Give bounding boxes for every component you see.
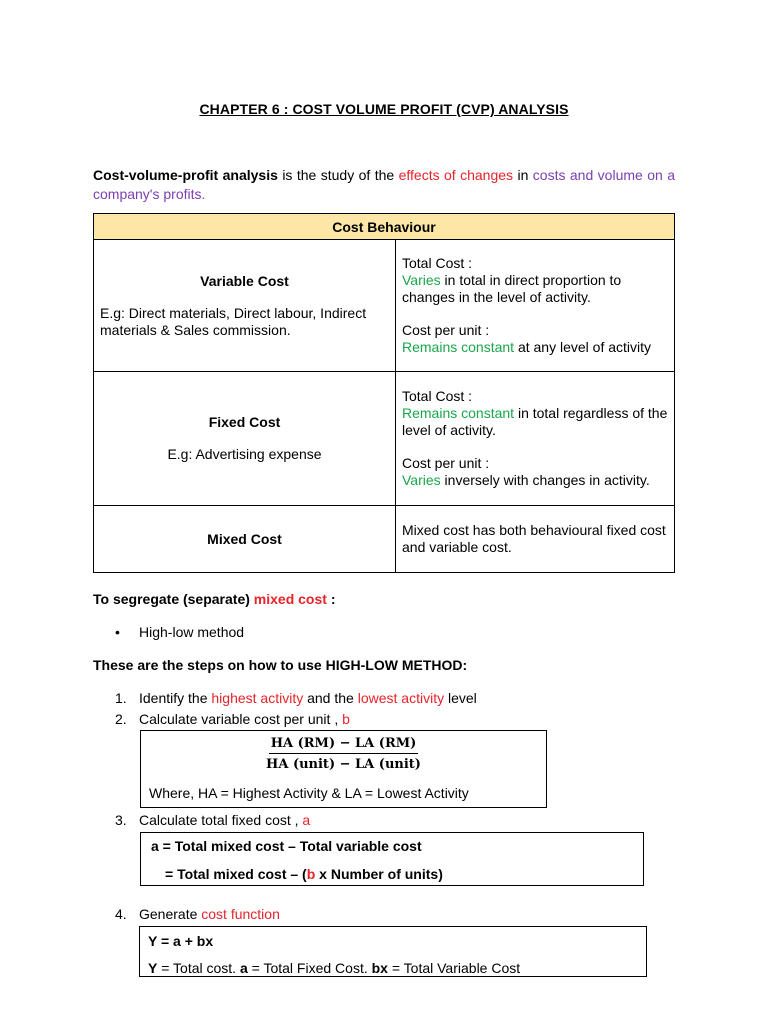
step-text: Calculate total fixed cost , [139,812,303,828]
segregate-highlight: mixed cost [253,591,327,607]
intro-highlight-effects: effects of changes [398,167,514,183]
variable-cost-cell [94,240,396,372]
bullet-text: High-low method [139,624,245,640]
intro-paragraph [93,166,675,204]
fixed-cost-example: E.g: Advertising expense [167,446,322,462]
step-4 [115,906,280,922]
fixed-unit-text: inversely with changes in activity. [440,472,650,488]
step-highlight: lowest activity [357,690,445,706]
fixed-unit-label: Cost per unit : [402,455,490,471]
variable-total-highlight: Varies [402,272,441,288]
cost-behaviour-table [93,213,675,573]
step-text: Generate [139,906,202,922]
fixed-cost-cell [94,372,396,506]
formula-highlight-b: b [306,866,316,882]
cost-function-equation: Y = a + bx [148,933,214,949]
mixed-cost-cell [94,506,396,573]
steps-heading: These are the steps on how to use HIGH-LOW METHOD: [93,657,468,673]
formula-text: x Number of units) [315,866,443,882]
variable-total-label: Total Cost : [402,255,473,271]
fixed-cost-title: Fixed Cost [208,414,281,430]
legend-term: bx [371,960,388,976]
fixed-total-label: Total Cost : [402,388,473,404]
variable-cost-fraction [141,736,546,772]
step-number: 2. [115,711,127,727]
step-1 [115,690,477,706]
table-row-mixed [94,506,675,573]
fixed-total-highlight: Remains constant [402,405,515,421]
table-header: Cost Behaviour [94,214,675,240]
page-title: CHAPTER 6 : COST VOLUME PROFIT (CVP) ANALYSIS [199,101,569,117]
step-3 [115,812,310,828]
step-text: Identify the [139,690,212,706]
variable-cost-behaviour [396,240,675,372]
step-number: 3. [115,812,127,828]
intro-text-1: is the study of the [277,167,399,183]
fixed-cost-formula-box [140,832,644,886]
variable-unit-desc [402,339,668,356]
step-text: level [444,690,477,706]
fixed-unit-highlight: Varies [402,472,441,488]
fixed-formula-line-2 [165,866,443,882]
step-2 [115,711,350,727]
variable-unit-highlight: Remains constant [402,339,515,355]
step-highlight: a [302,812,311,828]
legend-text: = Total Variable Cost [387,960,521,976]
table-row-variable [94,240,675,372]
cost-function-box [139,926,647,977]
fixed-unit-desc [402,472,668,489]
step-highlight: cost function [201,906,280,922]
legend-term: a [239,960,248,976]
step-text: Calculate variable cost per unit , [139,711,343,727]
variable-total-desc [402,272,668,306]
formula-where-text: Where, HA = Highest Activity & LA = Lowest Activity [149,785,469,801]
segregate-lead: To segregate (separate) [93,591,254,607]
mixed-cost-behaviour [396,506,675,573]
variable-cost-formula-box [140,730,547,808]
step-highlight: b [342,711,350,727]
fixed-total-desc [402,405,668,439]
variable-total-text: in total in direct proportion to changes in the level of activity. [402,272,622,305]
cost-function-legend [148,960,520,976]
fixed-total-text: in total regardless of the level of activity. [402,405,668,438]
mixed-cost-title: Mixed Cost [207,531,282,547]
fixed-cost-behaviour [396,372,675,506]
intro-text-2: in [513,167,533,183]
variable-unit-label: Cost per unit : [402,322,490,338]
step-number: 1. [115,690,127,706]
segregate-tail: : [326,591,336,607]
intro-highlight-costs: costs and volume on a company's profits. [93,167,675,202]
fraction-numerator: HA (RM) − LA (RM) [269,736,419,754]
variable-cost-example: E.g: Direct materials, Direct labour, Indirect materials & Sales commission. [100,304,367,338]
mixed-cost-desc: Mixed cost has both behavioural fixed cost and variable cost. [402,522,666,555]
table-row-fixed [94,372,675,506]
bullet-icon: • [115,624,120,640]
variable-cost-title: Variable Cost [200,272,289,289]
step-number: 4. [115,906,127,922]
fixed-formula-line-1: a = Total mixed cost – Total variable cost [151,838,422,854]
legend-text: = Total cost. [157,960,240,976]
formula-text: = Total mixed cost – ( [165,866,307,882]
fraction-denominator: HA (unit) − LA (unit) [266,757,421,772]
intro-term: Cost-volume-profit analysis [93,167,278,183]
step-highlight: highest activity [211,690,304,706]
legend-term: Y [148,960,158,976]
step-text: and the [303,690,358,706]
segregate-heading [93,591,336,607]
legend-text: = Total Fixed Cost. [247,960,372,976]
variable-unit-text: at any level of activity [514,339,652,355]
